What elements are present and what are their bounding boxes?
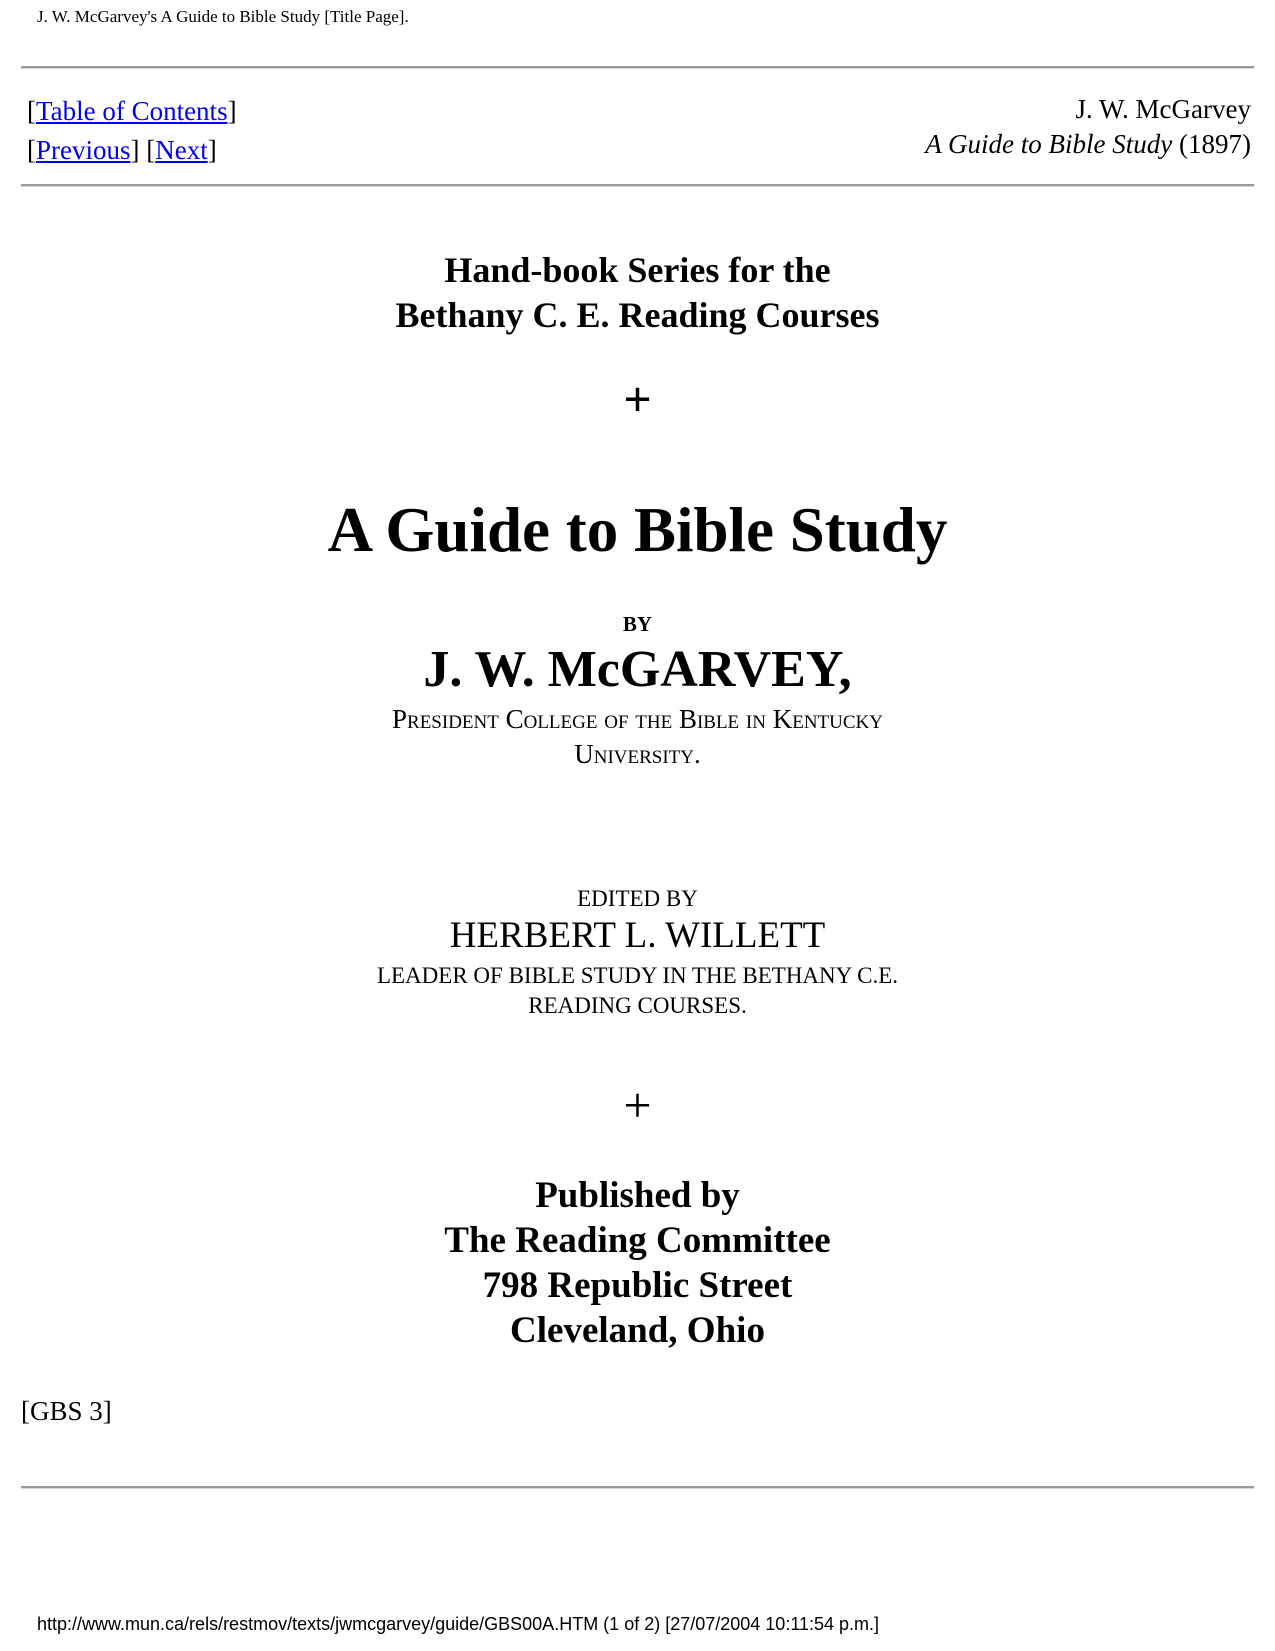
series-line-2: Bethany C. E. Reading Courses (395, 295, 880, 335)
publisher-line-2: The Reading Committee (444, 1220, 831, 1261)
table-of-contents-link[interactable]: Table of Contents (36, 96, 228, 126)
page-reference: [GBS 3] (21, 1396, 112, 1426)
book-title: A Guide to Bible Study (327, 495, 948, 565)
citation-book-title: A Guide to Bible Study (925, 129, 1173, 159)
by-label: BY (622, 612, 653, 636)
publisher-line-4: Cleveland, Ohio (510, 1310, 765, 1351)
editor-role-line-1: LEADER OF BIBLE STUDY IN THE BETHANY C.E. (376, 963, 899, 988)
series-line-1: Hand-book Series for the (444, 250, 831, 290)
bottom-divider (21, 1486, 1254, 1489)
print-header: J. W. McGarvey's A Guide to Bible Study [Title Page]. (37, 7, 409, 26)
citation-author: J. W. McGarvey (1075, 94, 1251, 124)
author-role-line-2: University. (574, 739, 701, 769)
cross-ornament-top: + (623, 371, 652, 427)
previous-link[interactable]: Previous (36, 135, 131, 165)
author-name: J. W. McGARVEY, (423, 641, 852, 698)
citation-title-line (925, 127, 1251, 162)
citation (925, 92, 1251, 162)
cross-ornament-bottom: + (623, 1077, 652, 1133)
nav-row-toc: [Table of Contents] (27, 96, 237, 126)
publisher-block (0, 1173, 1275, 1353)
publisher-line-1: Published by (535, 1175, 740, 1216)
publisher-line-3: 798 Republic Street (482, 1265, 793, 1306)
series-heading (0, 248, 1275, 338)
next-link[interactable]: Next (155, 135, 208, 165)
print-footer-url: http://www.mun.ca/rels/restmov/texts/jwmcgarvey/guide/GBS00A.HTM (1 of 2) [27/07/2004 10:11:54 p.m.] (37, 1614, 880, 1634)
author-role-line-1: President College of the Bible in Kentucky (392, 704, 883, 734)
nav-row-prev-next: [Previous] [Next] (27, 135, 217, 165)
edited-by-label: EDITED BY (577, 886, 698, 911)
author-role (0, 702, 1275, 772)
editor-name: HERBERT L. WILLETT (449, 915, 826, 956)
citation-year: (1897) (1179, 129, 1251, 159)
navigation (27, 92, 237, 170)
header-divider (21, 184, 1254, 187)
top-divider (21, 66, 1254, 69)
editor-role-line-2: READING COURSES. (528, 993, 747, 1018)
editor-role (0, 961, 1275, 1021)
